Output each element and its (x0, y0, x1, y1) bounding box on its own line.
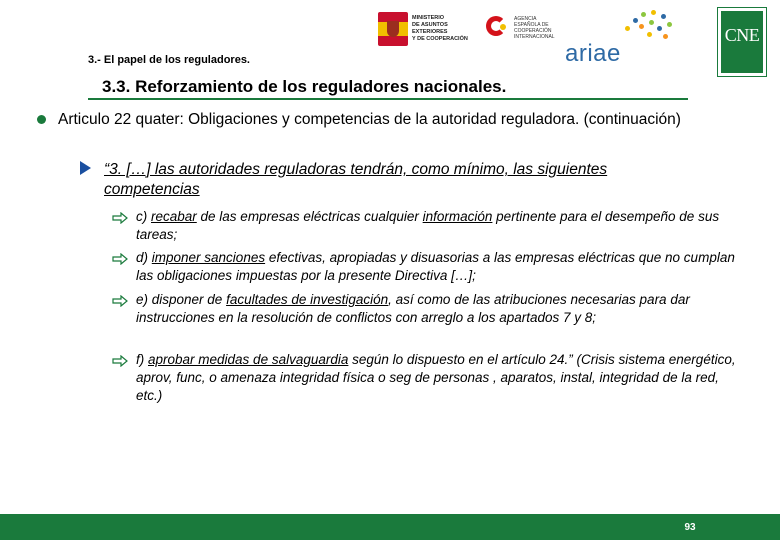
cne-logo (718, 8, 766, 76)
list-item-d: d) imponer sanciones efectivas, apropiadas y disuasorias a las empresas eléctricas que no cumplan las obligaciones impuestas por la presente Directiva […]; (136, 250, 735, 283)
cne-logo-text: CNE (724, 25, 760, 45)
page-title: 3.3. Reforzamiento de los reguladores nacionales. (102, 77, 507, 96)
triangle-bullet-icon (80, 161, 91, 175)
list-item-e: e) disponer de facultades de investigación, así como de las atribuciones necesarias para dar instrucciones en la resolución de conflictos con arreglo a los apartados 7 y 8; (136, 292, 690, 325)
bullet-article-heading: Articulo 22 quater: Obligaciones y competencias de la autoridad reguladora. (continuación) (58, 111, 681, 128)
footer-bar (0, 514, 780, 540)
section-title: 3.- El papel de los reguladores. (88, 54, 250, 66)
quote-intro-text: “3. […] las autoridades reguladoras tendrán, como mínimo, las siguientes competencias (104, 161, 608, 198)
ariae-dots-icon (623, 10, 673, 46)
ariae-logo (565, 6, 675, 70)
ariae-logo-text: ariae (565, 40, 621, 67)
bullet-quote-intro (104, 160, 704, 200)
arrow-bullet-icon (112, 355, 128, 367)
arrow-bullet-icon (112, 212, 128, 224)
page-number: 93 (684, 522, 696, 533)
aecid-mark-icon (486, 16, 506, 36)
arrow-bullet-icon (112, 295, 128, 307)
ministerio-logo (378, 12, 478, 46)
title-divider (88, 98, 688, 100)
list-item-c: c) recabar de las empresas eléctricas cualquier información pertinente para el desempeño de sus tareas; (136, 209, 720, 242)
ministerio-logo-text: MINISTERIO DE ASUNTOS EXTERIORES Y DE COOPERACIÓN (412, 15, 468, 42)
arrow-bullet-icon (112, 253, 128, 265)
aecid-logo-text: AGENCIA ESPAÑOLA DE COOPERACIÓN INTERNACIONAL (514, 16, 555, 40)
list-item-f: f) aprobar medidas de salvaguardia según lo dispuesto en el artículo 24.” (Crisis sistema energético, aprov, func, o amenaza integridad física o seg de personas , aparatos, instal, integridad de la red, etc.) (136, 352, 736, 403)
coat-of-arms-icon (378, 12, 408, 46)
aecid-logo (486, 12, 556, 46)
bullet-dot-icon (37, 115, 46, 124)
